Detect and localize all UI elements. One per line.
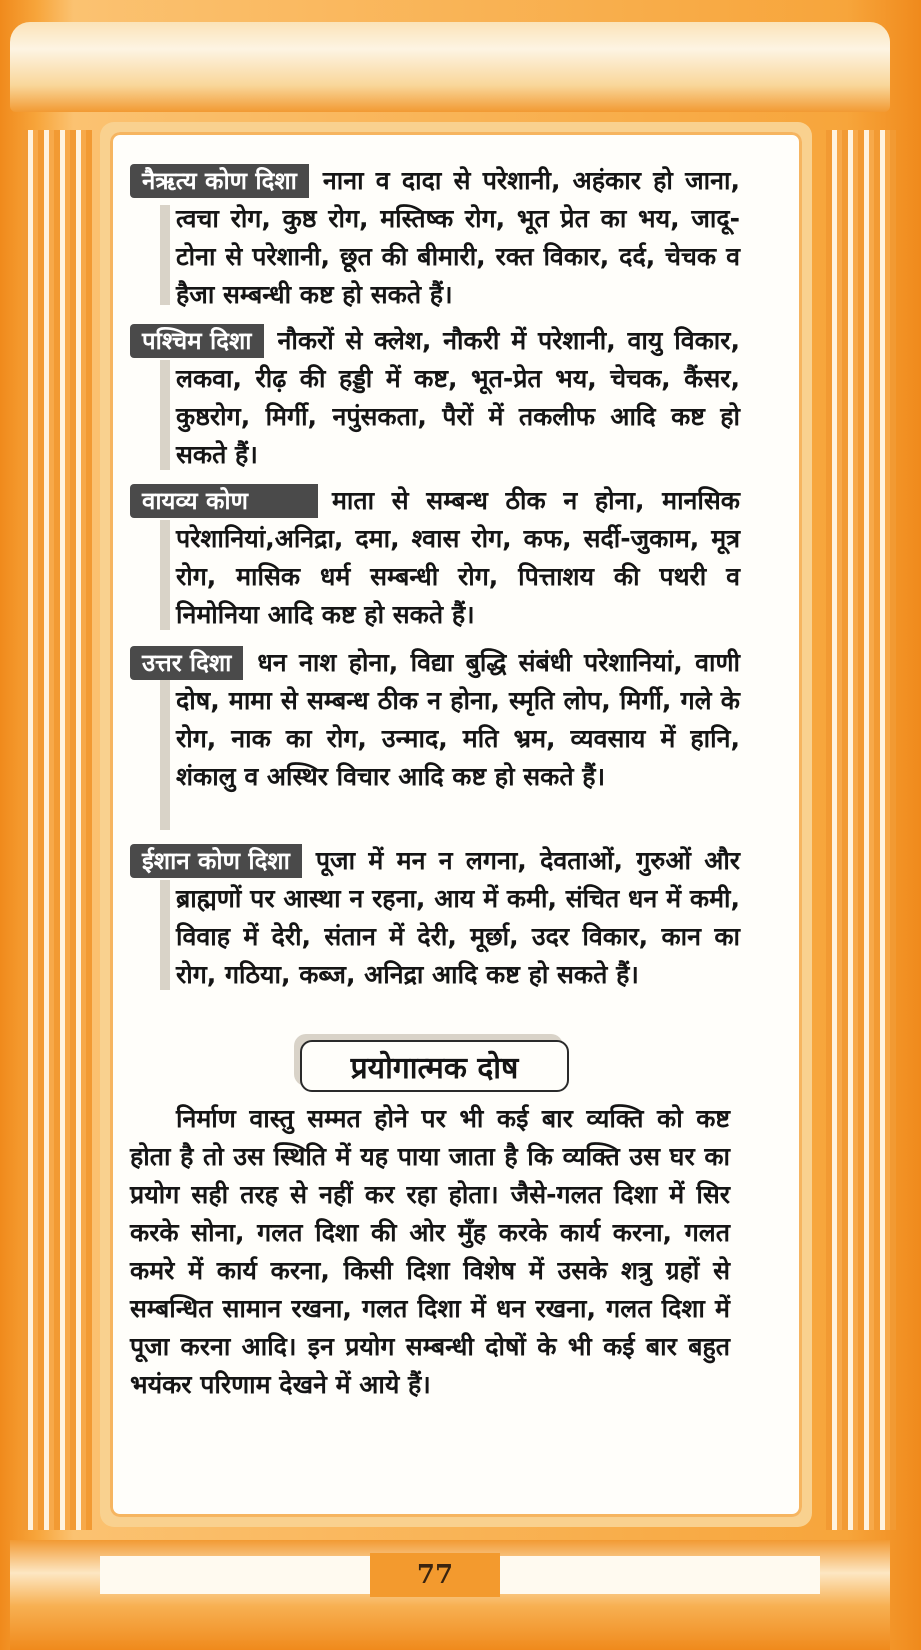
section-heading: प्रयोगात्मक दोष	[350, 1050, 519, 1086]
frame-top-band	[10, 22, 890, 112]
left-pillar-ornament	[22, 130, 92, 1530]
direction-section-vayavya	[130, 482, 740, 634]
direction-section-paschim	[130, 322, 740, 474]
heading-box	[300, 1040, 569, 1092]
section-text	[130, 842, 740, 994]
direction-label: उत्तर दिशा	[130, 646, 243, 680]
direction-section-uttar	[130, 644, 740, 796]
direction-label: ईशान कोण दिशा	[130, 844, 302, 878]
section-text	[130, 644, 740, 796]
direction-section-nairitya	[130, 162, 740, 314]
direction-label: वायव्य कोण	[130, 484, 318, 518]
direction-label: पश्चिम दिशा	[130, 324, 264, 358]
right-pillar-ornament	[826, 130, 896, 1530]
section-text	[130, 322, 740, 474]
section-text	[130, 482, 740, 634]
direction-label: नैऋत्य कोण दिशा	[130, 164, 309, 198]
section-body: नाना व दादा से परेशानी, अहंकार हो जाना, त्वचा रोग, कुष्ठ रोग, मस्तिष्क रोग, भूत प्रेत का भय, जादू-टोना से परेशानी, छूत की बीमारी, रक्त विकार, दर्द, चेचक व हैजा सम्बन्धी कष्ट हो सकते हैं।	[176, 166, 740, 309]
section-text	[130, 162, 740, 314]
page-number: 77	[370, 1553, 500, 1597]
section-body: पूजा में मन न लगना, देवताओं, गुरुओं और ब्राह्मणों पर आस्था न रहना, आय में कमी, संचित धन में कमी, विवाह में देरी, संतान में देरी, मूर्छा, उदर विकार, कान का रोग, गठिया, कब्ज, अनिद्रा आदि कष्ट हो सकते हैं।	[176, 846, 740, 989]
body-paragraph: निर्माण वास्तु सम्मत होने पर भी कई बार व्यक्ति को कष्ट होता है तो उस स्थिति में यह पाया जाता है कि व्यक्ति उस घर का प्रयोग सही तरह से नहीं कर रहा होता। जैसे-गलत दिशा में सिर करके सोना, गलत दिशा की ओर मुँह करके कार्य करना, गलत कमरे में कार्य करना, किसी दिशा विशेष में उसके शत्रु ग्रहों से सम्बन्धित सामान रखना, गलत दिशा में धन रखना, गलत दिशा में पूजा करना आदि। इन प्रयोग सम्बन्धी दोषों के भी कई बार बहुत भयंकर परिणाम देखने में आये हैं।	[130, 1104, 730, 1399]
section-body: माता से सम्बन्ध ठीक न होना, मानसिक परेशानियां,अनिद्रा, दमा, श्वास रोग, कफ, सर्दी-जुकाम, मूत्र रोग, मासिक धर्म सम्बन्धी रोग, पित्ताशय की पथरी व निमोनिया आदि कष्ट हो सकते हैं।	[176, 486, 740, 629]
section-body: धन नाश होना, विद्या बुद्धि संबंधी परेशानियां, वाणी दोष, मामा से सम्बन्ध ठीक न होना, स्मृति लोप, मिर्गी, गले के रोग, नाक का रोग, उन्माद, मति भ्रम, व्यवसाय में हानि, शंकालु व अस्थिर विचार आदि कष्ट हो सकते हैं।	[176, 648, 740, 791]
section-body: नौकरों से क्लेश, नौकरी में परेशानी, वायु विकार, लकवा, रीढ़ की हड्डी में कष्ट, भूत-प्रेत भय, चेचक, कैंसर, कुष्ठरोग, मिर्गी, नपुंसकता, पैरों में तकलीफ आदि कष्ट हो सकते हैं।	[176, 326, 740, 469]
direction-section-ishan	[130, 842, 740, 994]
